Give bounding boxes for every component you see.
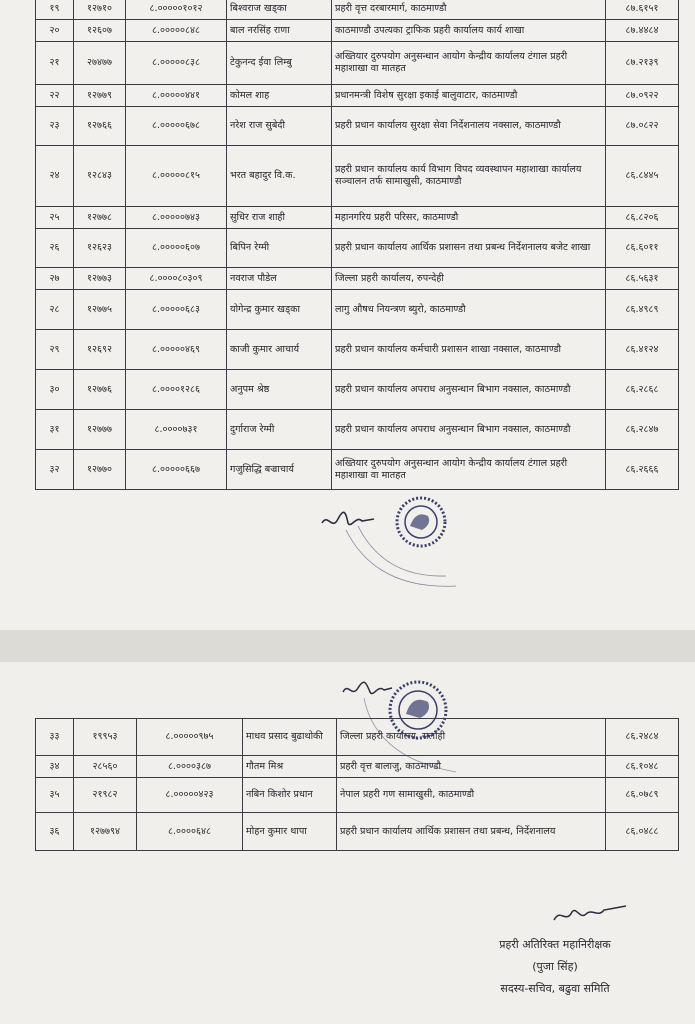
name-cell: सुधिर राज शाही [227,207,332,229]
office-cell: नेपाल प्रहरी गण सामाखुसी, काठमाण्डौ [337,778,606,813]
score-cell: ८६.८२०६ [606,207,679,229]
office-cell: प्रहरी प्रधान कार्यालय कार्य विभाग विपद व्यवस्थापन महाशाखा कार्यालय सञ्चालन तर्फ सामाखुसी, काठमाण्डौ [332,146,606,207]
office-cell: प्रहरी वृत्त बालाजु, काठमाण्डौ [337,756,606,778]
score-cell: ८७.०८२२ [606,107,679,146]
office-cell: काठमाण्डौ उपत्यका ट्राफिक प्रहरी कार्यालय कार्य शाखा [332,20,606,42]
code-cell: ८.०००००४६९ [126,330,227,370]
code-cell: ८.०००००६०७ [126,229,227,268]
name-cell: गौतम मिश्र [243,756,337,778]
code-cell: ८.०००००८१५ [126,146,227,207]
id-number-cell: १२८४३ [74,146,126,207]
office-cell: अख्तियार दुरुपयोग अनुसन्धान आयोग केन्द्रीय कार्यालय टंगाल प्रहरी महाशाखा वा मातहत [332,42,606,85]
id-number-cell: १२६९२ [74,330,126,370]
name-cell: गजुसिद्धि बज्राचार्य [227,450,332,490]
score-cell: ८७.६१५१ [606,0,679,20]
code-cell: ८.०००००८४८ [126,20,227,42]
serial-number-cell: २१ [36,42,74,85]
score-cell: ८६.४१२४ [606,330,679,370]
name-cell: माधव प्रसाद बुढाथोकी [243,719,337,756]
serial-number-cell: २३ [36,107,74,146]
name-cell: बिपिन रेग्मी [227,229,332,268]
serial-number-cell: ३४ [36,756,74,778]
code-cell: ८.००००८०३०९ [126,268,227,290]
code-cell: ८.०००००६६७ [126,450,227,490]
id-number-cell: १२७७५ [74,290,126,330]
id-number-cell: १२७७० [74,450,126,490]
serial-number-cell: ३० [36,370,74,410]
table-row [36,207,679,229]
office-cell: प्रहरी प्रधान कार्यालय अपराध अनुसन्धान बिभाग नक्साल, काठमाण्डौ [332,410,606,450]
table-row [36,370,679,410]
serial-number-cell: ३६ [36,813,74,851]
promotion-list-table-1 [35,0,679,490]
score-cell: ८६.२६६६ [606,450,679,490]
table-row [36,410,679,450]
office-cell: जिल्ला प्रहरी कार्यालय, रुपन्देही [332,268,606,290]
code-cell: ८.०००००६८३ [126,290,227,330]
name-cell: नरेश राज सुबेदी [227,107,332,146]
id-number-cell: १२७१० [74,0,126,20]
code-cell: ८.०००००७४३ [126,207,227,229]
name-cell: टेकुनन्द ईवा लिम्बु [227,42,332,85]
official-seal [336,490,466,600]
table-row [36,268,679,290]
serial-number-cell: २७ [36,268,74,290]
serial-number-cell: २४ [36,146,74,207]
serial-number-cell: २२ [36,85,74,107]
code-cell: ८.००००३८७ [137,756,243,778]
table-row [36,85,679,107]
id-number-cell: २१९८२ [74,778,137,813]
office-cell: लागु औषध नियन्त्रण ब्युरो, काठमाण्डौ [332,290,606,330]
office-cell: प्रहरी वृत्त दरबारमार्ग, काठमाण्डौ [332,0,606,20]
score-cell: ८७.२१३९ [606,42,679,85]
office-cell: प्रहरी प्रधान कार्यालय अपराध अनुसन्धान बिभाग नक्साल, काठमाण्डौ [332,370,606,410]
serial-number-cell: ३२ [36,450,74,490]
signatory-signature [550,900,630,930]
name-cell: दुर्गाराज रेग्मी [227,410,332,450]
id-number-cell: १२७७९ [74,85,126,107]
id-number-cell: १२७७८ [74,207,126,229]
table-row [36,290,679,330]
score-cell: ८६.२८४७ [606,410,679,450]
serial-number-cell: ३५ [36,778,74,813]
id-number-cell: १२७६६ [74,107,126,146]
office-cell: जिल्ला प्रहरी कार्यालय, सर्लाही [337,719,606,756]
table-row [36,813,679,851]
signatory-role: सदस्य-सचिव, बढुवा समिति [500,982,610,995]
code-cell: ८.००००७३१ [126,410,227,450]
score-cell: ८६.१०४८ [606,756,679,778]
serial-number-cell: २८ [36,290,74,330]
office-cell: प्रहरी प्रधान कार्यालय आर्थिक प्रशासन तथा प्रबन्ध, निर्देशनालय [337,813,606,851]
name-cell: अनुपम श्रेष्ठ [227,370,332,410]
name-cell: भरत बहादुर वि.क. [227,146,332,207]
office-cell: महानगरिय प्रहरी परिसर, काठमाण्डौ [332,207,606,229]
name-cell: काजी कुमार आचार्य [227,330,332,370]
code-cell: ८.००००६४८ [137,813,243,851]
id-number-cell: १२६०७ [74,20,126,42]
name-cell: बाल नरसिंह राणा [227,20,332,42]
id-number-cell: १२७७६ [74,370,126,410]
code-cell: ८.०००००१०१२ [126,0,227,20]
id-number-cell: १९९५३ [74,719,137,756]
office-cell: प्रहरी प्रधान कार्यालय कर्मचारी प्रशासन शाखा नक्साल, काठमाण्डौ [332,330,606,370]
table-row [36,146,679,207]
score-cell: ८६.५६३१ [606,268,679,290]
serial-number-cell: ३३ [36,719,74,756]
score-cell: ८७.०९२२ [606,85,679,107]
serial-number-cell: ३१ [36,410,74,450]
code-cell: ८.०००००४२३ [137,778,243,813]
id-number-cell: १२७७९४ [74,813,137,851]
name-cell: नबिन किशोर प्रधान [243,778,337,813]
office-cell: प्रहरी प्रधान कार्यालय सुरक्षा सेवा निर्देशनालय नक्साल, काठमाण्डौ [332,107,606,146]
table-row [36,107,679,146]
office-cell: अख्तियार दुरुपयोग अनुसन्धान आयोग केन्द्रीय कार्यालय टंगाल प्रहरी महाशाखा वा मातहत [332,450,606,490]
serial-number-cell: २६ [36,229,74,268]
page-gap [0,630,695,662]
id-number-cell: २७४७७ [74,42,126,85]
id-number-cell: १२७७७ [74,410,126,450]
score-cell: ८७.४४८४ [606,20,679,42]
score-cell: ८६.८४४५ [606,146,679,207]
code-cell: ८.०००००६७८ [126,107,227,146]
signatory-block [445,934,665,1000]
serial-number-cell: २० [36,20,74,42]
id-number-cell: १२७७३ [74,268,126,290]
serial-number-cell: १९ [36,0,74,20]
score-cell: ८६.६०११ [606,229,679,268]
table-row [36,229,679,268]
code-cell: ८.०००००८३८ [126,42,227,85]
name-cell: नवराज पौडेल [227,268,332,290]
code-cell: ८.००००१२८६ [126,370,227,410]
name-cell: मोहन कुमार थापा [243,813,337,851]
score-cell: ८६.४९८९ [606,290,679,330]
table-row [36,330,679,370]
id-number-cell: २८५६० [74,756,137,778]
signatory-name: (पुजा सिंह) [532,960,578,973]
code-cell: ८.०००००९७५ [137,719,243,756]
serial-number-cell: २९ [36,330,74,370]
score-cell: ८६.२४८४ [606,719,679,756]
name-cell: बिश्वराज खड्का [227,0,332,20]
office-cell: प्रहरी प्रधान कार्यालय आर्थिक प्रशासन तथा प्रबन्ध निर्देशनालय बजेट शाखा [332,229,606,268]
serial-number-cell: २५ [36,207,74,229]
table-row [36,42,679,85]
official-seal [356,668,474,786]
table-row [36,20,679,42]
code-cell: ८.०००००४४१ [126,85,227,107]
table-row [36,0,679,20]
office-cell: प्रधानमन्त्री विशेष सुरक्षा इकाई बालुवाटार, काठमाण्डौ [332,85,606,107]
score-cell: ८६.२८६८ [606,370,679,410]
score-cell: ८६.०४८८ [606,813,679,851]
id-number-cell: १२६२३ [74,229,126,268]
name-cell: कोमल शाह [227,85,332,107]
name-cell: योगेन्द्र कुमार खड्का [227,290,332,330]
signatory-title: प्रहरी अतिरिक्त महानिरीक्षक [499,938,611,951]
table-row [36,450,679,490]
score-cell: ८६.०७८९ [606,778,679,813]
